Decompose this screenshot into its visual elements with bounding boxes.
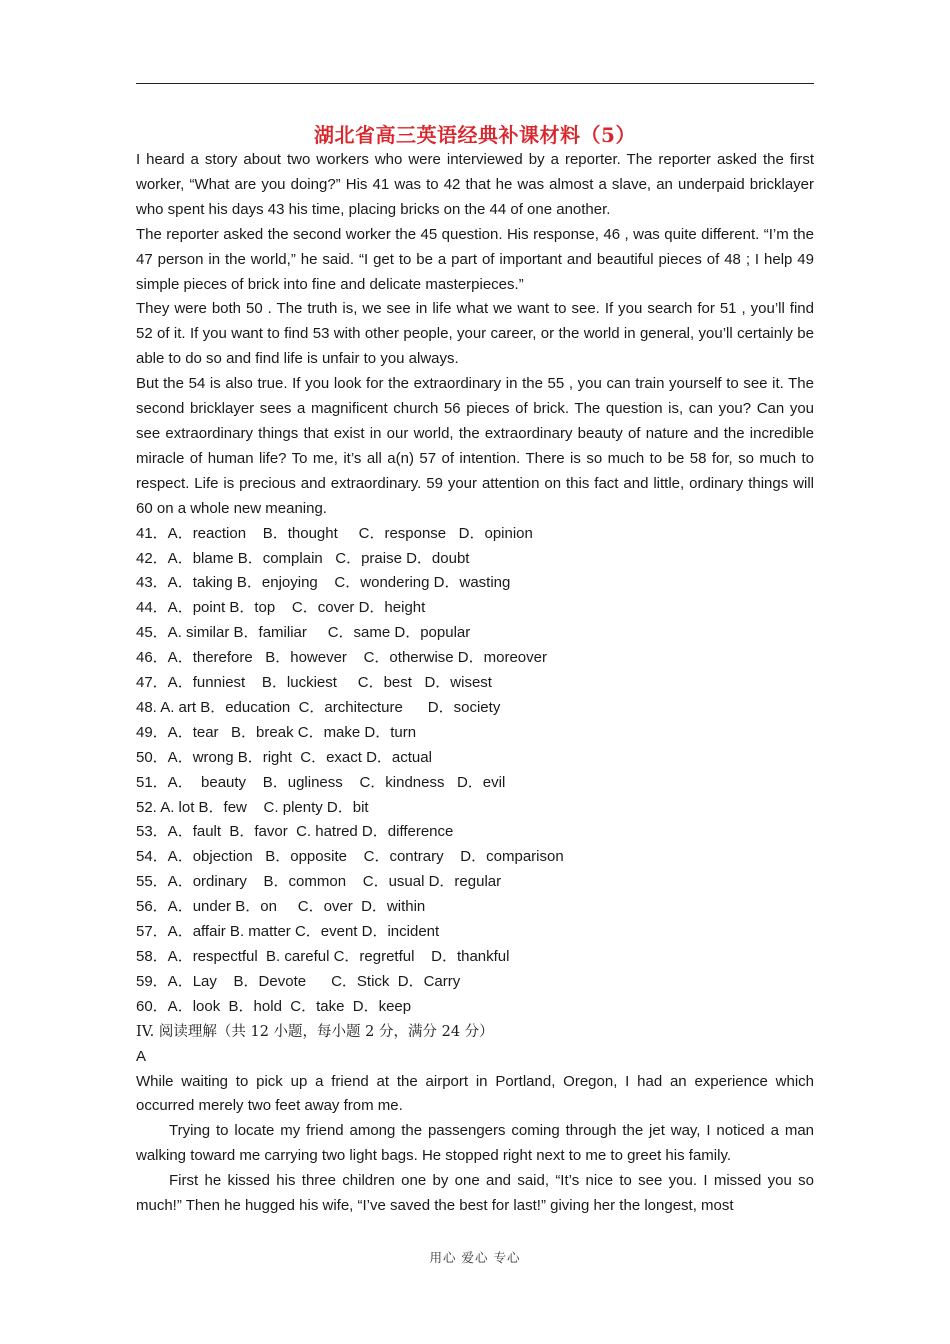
option-line: 59．A．Lay B．Devote C．Stick D．Carry — [136, 972, 461, 990]
option-line: 42．A．blame B．complain C．praise D．doubt — [136, 549, 470, 567]
option-line: 50．A．wrong B．right C．exact D．actual — [136, 748, 432, 766]
reading-paragraph: While waiting to pick up a friend at the airport in Portland, Oregon, I had an experience which occurred merely two feet away from me. — [136, 1072, 814, 1115]
option-line: 47．A．funniest B．luckiest C．best D．wisest — [136, 674, 492, 692]
option-line: 43．A．taking B．enjoying C．wondering D．wasting — [136, 574, 511, 592]
option-line: 45．A. similar B．familiar C．same D．popular — [136, 624, 471, 642]
page-title: 湖北省高三英语经典补课材料（5） — [314, 123, 636, 147]
option-line: 58．A．respectful B. careful C．regretful D．thankful — [136, 948, 510, 965]
reading-paragraph: Trying to locate my friend among the passengers coming through the jet way, I noticed a man walking toward me carrying two light bags. He stopped right next to me to greet his family. — [136, 1122, 814, 1165]
option-line: 57．A．affair B. matter C．event D．incident — [136, 923, 440, 941]
option-line: 46．A．therefore B．however C．otherwise D．moreover — [136, 649, 547, 667]
reading-paragraph: First he kissed his three children one by one and said, “It’s nice to see you. I missed you so much!” Then he hugged his wife, “I’ve saved the best for last!” giving her the longest, most — [136, 1172, 814, 1215]
passage-paragraph: They were both 50 . The truth is, we see in life what we want to see. If you search for 51 , you’ll find 52 of it. If you want to find 53 with other people, your career, or the world in general, you’ll certainly be able to do so and find life is unfair to you always. — [136, 300, 814, 368]
option-line: 41．A．reaction B．thought C．response D．opinion — [136, 524, 533, 542]
document-body — [136, 148, 814, 1219]
option-line: 56．A．under B．on C．over D．within — [136, 898, 426, 916]
section-heading: IV. 阅读理解（共 12 小题，每小题 2 分，满分 24 分） — [136, 1023, 494, 1040]
options-list — [136, 522, 814, 1020]
option-line: 54．A．objection B．opposite C．contrary D．comparison — [136, 848, 564, 866]
passage-paragraph: I heard a story about two workers who were interviewed by a reporter. The reporter asked the first worker, “What are you doing?” His 41 was to 42 that he was almost a slave, an underpaid bricklayer who spent his days 43 his time, placing bricks on the 44 of one another. — [136, 151, 814, 218]
option-line: 60．A．look B．hold C．take D．keep — [136, 997, 412, 1015]
header-rule — [136, 83, 814, 84]
option-line: 51．A． beauty B．ugliness C．kindness D．evil — [136, 773, 506, 791]
option-line: 44．A．point B．top C．cover D．height — [136, 599, 426, 617]
option-line: 53．A．fault B．favor C. hatred D．difference — [136, 823, 454, 841]
passage-paragraph: But the 54 is also true. If you look for the extraordinary in the 55 , you can train yourself to see it. The second bricklayer sees a magnificent church 56 pieces of brick. The question is, can you? Can you see extraordinary things that exist in our world, the extraordinary beauty of nature and the incredible miracle of human life? To me, it’s all a(n) 57 of intention. There is so much to be 58 for, so much to respect. Life is precious and extraordinary. 59 your attention on this fact and little, ordinary things will 60 on a whole new meaning. — [136, 375, 814, 517]
option-line: 55．A．ordinary B．common C．usual D．regular — [136, 873, 502, 891]
option-line: 49．A．tear B．break C．make D．turn — [136, 723, 417, 741]
option-line: 52. A. lot B．few C. plenty D．bit — [136, 798, 369, 816]
passage-paragraph: The reporter asked the second worker the 45 question. His response, 46 , was quite different. “I’m the 47 person in the world,” he said. “I get to be a part of important and beautiful pieces of 48 ; I help 49 simple pieces of brick into fine and delicate masterpieces.” — [136, 225, 814, 293]
option-line: 48. A. art B．education C．architecture D．society — [136, 698, 501, 716]
page-footer: 用心 爱心 专心 — [429, 1250, 521, 1265]
subsection-label: A — [136, 1047, 147, 1065]
